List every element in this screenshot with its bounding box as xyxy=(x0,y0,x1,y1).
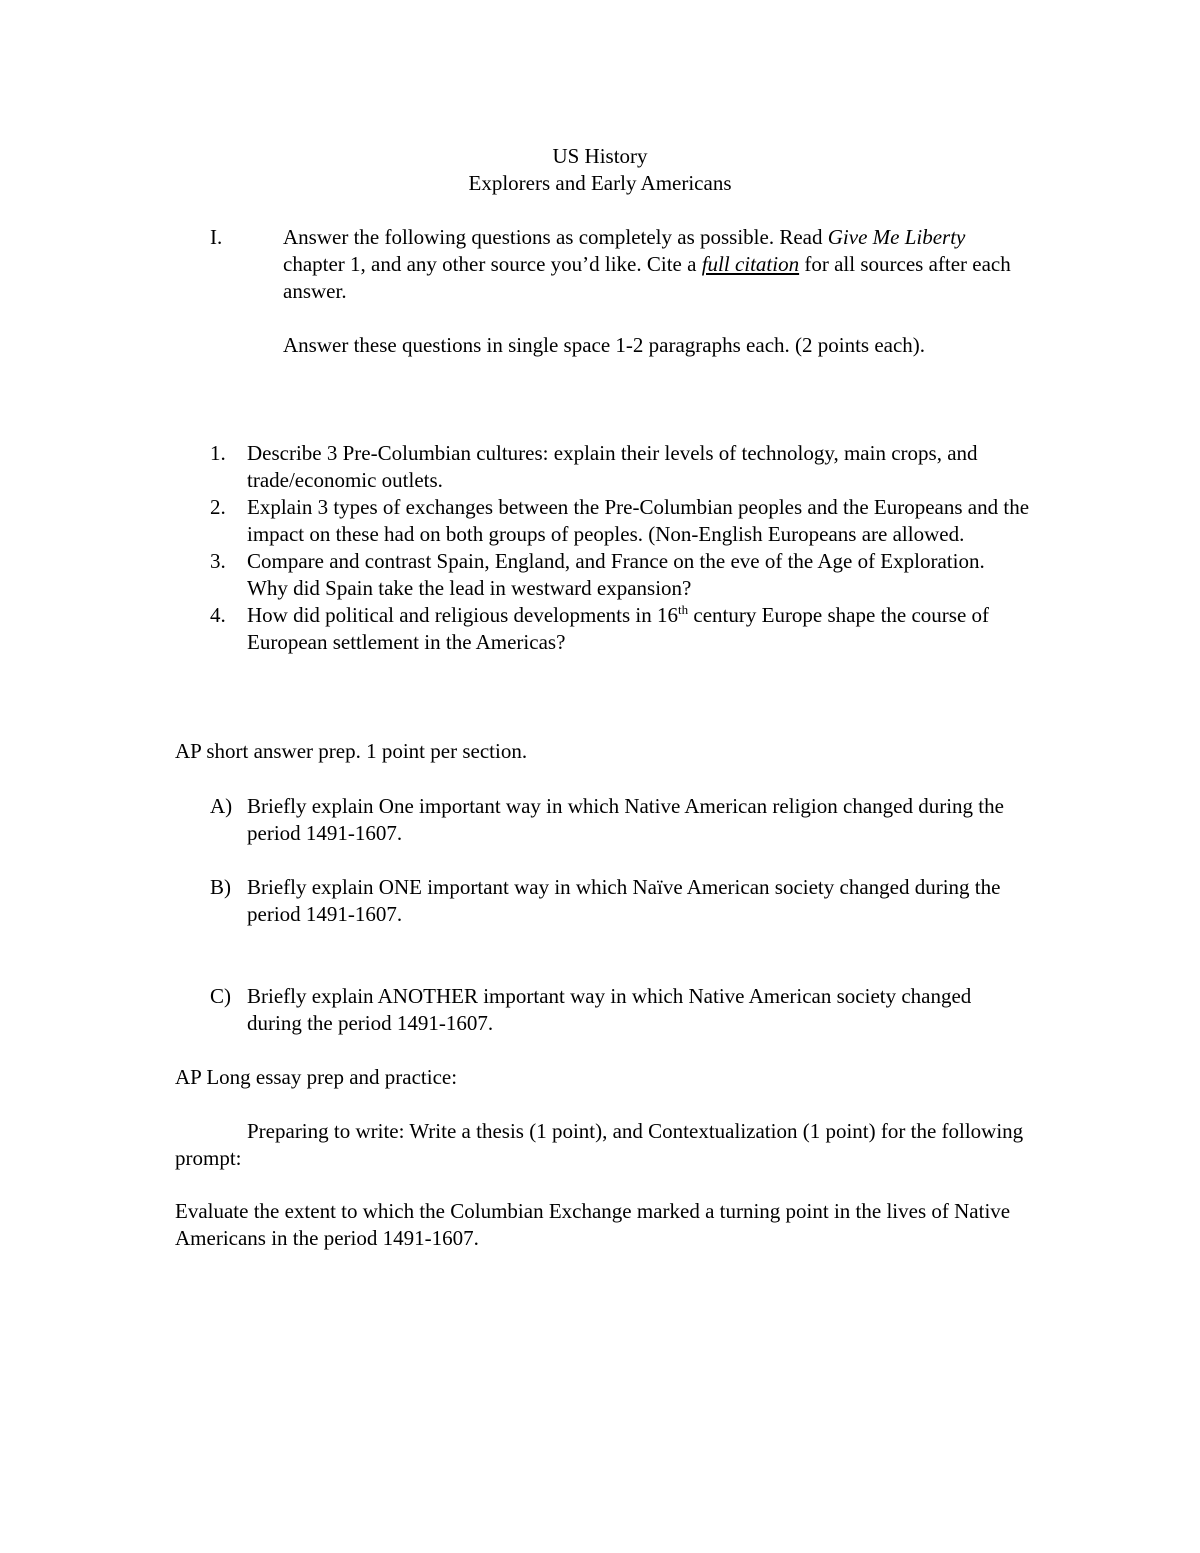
item-text: Briefly explain ANOTHER important way in which Native American society changed during the period 1491-1607. xyxy=(247,984,972,1035)
question-number: 2. xyxy=(210,495,226,519)
short-answer-item xyxy=(210,874,1030,928)
question-number: 4. xyxy=(210,603,226,627)
short-answer-heading: AP short answer prep. 1 point per section. xyxy=(175,739,528,763)
essay-prompt: Evaluate the extent to which the Columbian Exchange marked a turning point in the lives of Native Americans in the period 1491-1607. xyxy=(175,1199,1011,1250)
course-title: US History xyxy=(552,144,648,168)
question-number: 1. xyxy=(210,441,226,465)
ordinal-superscript: th xyxy=(678,602,689,617)
question-text: Explain 3 types of exchanges between the Pre-Columbian peoples and the Europeans and the impact on these had on both groups of peoples. (Non-English Europeans are allowed. xyxy=(247,495,1030,546)
book-title: Give Me Liberty xyxy=(827,225,966,249)
instructions-text: chapter 1, and any other source you’d like. Cite a xyxy=(283,252,702,276)
unit-title: Explorers and Early Americans xyxy=(468,171,732,195)
citation-emphasis: full citation xyxy=(701,252,800,276)
long-essay-instruction: Preparing to write: Write a thesis (1 point), and Contextualization (1 point) for the following prompt: xyxy=(175,1119,1024,1170)
short-answer-item xyxy=(210,983,1030,1037)
question-number: 3. xyxy=(210,549,226,573)
question-text: How did political and religious developments in 16 xyxy=(247,603,679,627)
document-header xyxy=(0,143,1200,197)
instructions-text: for all sources after each answer. xyxy=(283,252,1011,303)
question-text: century Europe shape the course of European settlement in the Americas? xyxy=(247,603,990,654)
item-text: Briefly explain ONE important way in which Naïve American society changed during the period 1491-1607. xyxy=(247,875,1001,926)
question-item xyxy=(210,602,1030,656)
length-instruction: Answer these questions in single space 1-2 paragraphs each. (2 points each). xyxy=(283,333,926,357)
short-answer-item xyxy=(210,793,1030,847)
long-essay-heading: AP Long essay prep and practice: xyxy=(175,1065,458,1089)
instructions-paragraph xyxy=(283,224,1030,305)
item-letter: C) xyxy=(210,984,231,1008)
item-letter: B) xyxy=(210,875,231,899)
section-one-instructions xyxy=(283,224,1030,359)
item-letter: A) xyxy=(210,794,233,818)
question-text: Compare and contrast Spain, England, and France on the eve of the Age of Exploration. Why did Spain take the lead in westward expansion? xyxy=(247,549,985,600)
question-text: Describe 3 Pre-Columbian cultures: explain their levels of technology, main crops, and trade/economic outlets. xyxy=(247,441,978,492)
section-one xyxy=(210,224,1030,359)
question-item xyxy=(210,548,1030,602)
instructions-text: Answer the following questions as completely as possible. Read xyxy=(283,225,828,249)
section-numeral: I. xyxy=(210,225,223,249)
question-item xyxy=(210,440,1030,494)
question-list xyxy=(210,440,1030,656)
item-text: Briefly explain One important way in which Native American religion changed during the period 1491-1607. xyxy=(247,794,1004,845)
question-item xyxy=(210,494,1030,548)
